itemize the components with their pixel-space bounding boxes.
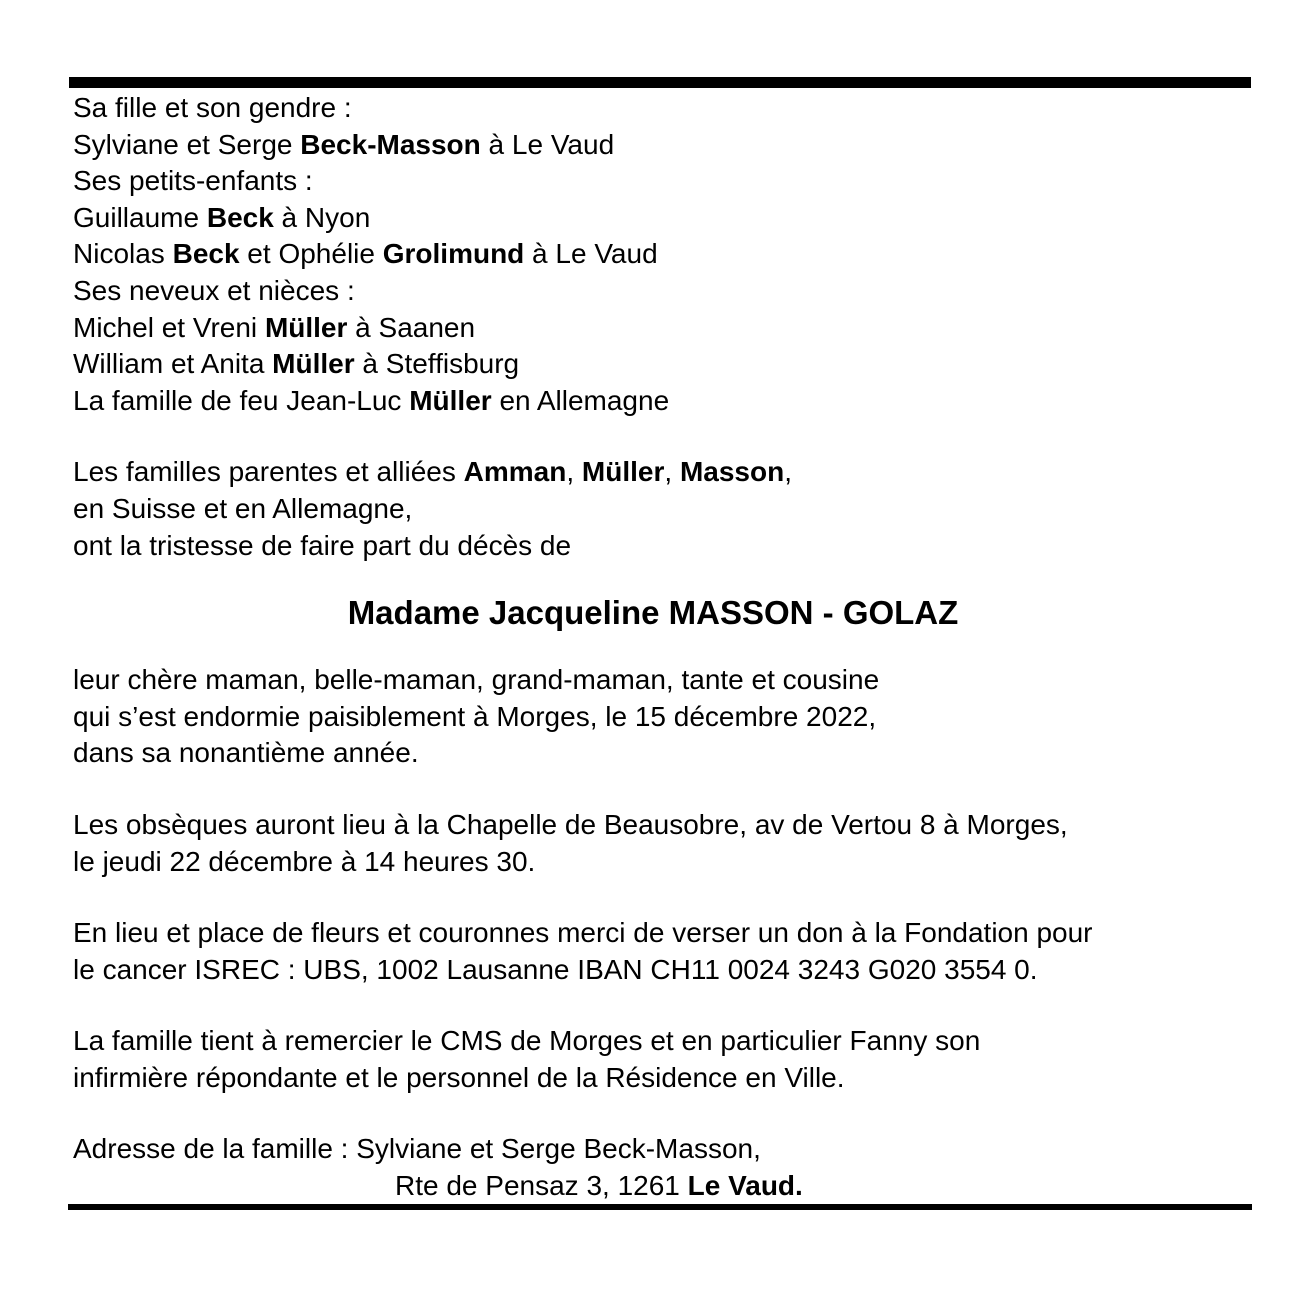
top-rule [69,77,1251,88]
text: dans sa nonantième année. [73,737,419,769]
text-line [73,952,1233,989]
text-line [73,807,1233,844]
text: Sa fille et son gendre : [73,92,352,123]
bold-text: Beck [172,238,240,270]
text-line [73,90,1233,127]
bold-text: Grolimund [382,238,525,270]
text: à Le Vaud [524,238,658,270]
bold-text: Beck [206,201,274,233]
text: ont la tristesse de faire part du décès de [73,529,572,561]
text: Ses petits-enfants : [73,165,313,197]
text: Guillaume [73,201,207,233]
bold-text: Müller [409,384,492,416]
paragraph [73,90,1233,419]
document-content [73,90,1233,1205]
text-line [73,1023,1233,1060]
text-line [73,528,1233,565]
text: , [784,456,792,488]
paragraph [73,1023,1233,1096]
text: et Ophélie [239,238,383,270]
paragraph [73,807,1233,880]
text-line [73,310,1233,347]
text: le jeudi 22 décembre à 14 heures 30. [73,845,536,877]
text: Nicolas [73,238,173,270]
paragraph [73,915,1233,988]
bold-text: Müller [272,348,355,380]
text: En lieu et place de fleurs et couronnes merci de verser un don à la Fondation pour [73,917,1093,949]
text: à Le Vaud [480,128,615,160]
text: William et Anita [73,348,273,380]
text: Adresse de la famille : Sylviane et Serge Beck-Masson, [73,1133,761,1165]
text-line [73,491,1233,528]
text: Les familles parentes et alliées [73,456,464,488]
bold-text: Müller [581,456,665,488]
text-line [73,200,1233,237]
text-line [73,591,1233,635]
text: , [664,456,680,488]
text-line [73,1060,1233,1097]
bold-text: Le Vaud. [687,1170,803,1202]
text: leur chère maman, belle-maman, grand-maman, tante et cousine [73,664,880,696]
text: en Suisse et en Allemagne, [73,492,413,524]
bold-text: Masson [679,456,785,488]
bold-text: Amman [463,456,567,488]
text: Sylviane et Serge [73,128,301,160]
text: Michel et Vreni [73,311,265,343]
bottom-rule [68,1204,1252,1210]
text-line [73,346,1233,383]
text: à Saanen [347,311,476,343]
text-line [73,699,1233,736]
paragraph [73,1131,1233,1204]
text: , [566,456,582,488]
text: Rte de Pensaz 3, 1261 [395,1170,688,1202]
text: à Steffisburg [354,348,520,380]
text: qui s’est endormie paisiblement à Morges, le 15 décembre 2022, [73,700,877,732]
paragraph [73,454,1233,564]
text-line [73,735,1233,772]
text: infirmière répondante et le personnel de la Résidence en Ville. [73,1061,845,1093]
text: La famille de feu Jean-Luc [73,384,410,416]
text: Ses neveux et nièces : [73,274,355,306]
text-line [73,454,1233,491]
text-line [73,383,1233,420]
bold-text: Beck-Masson [300,128,481,160]
text: Les obsèques auront lieu à la Chapelle de Beausobre, av de Vertou 8 à Morges, [73,808,1068,840]
bold-text: Müller [264,311,348,343]
text: le cancer ISREC : UBS, 1002 Lausanne IBAN CH11 0024 3243 G020 3554 0. [73,953,1038,985]
text-line [73,662,1233,699]
text-line [73,844,1233,881]
text-line [73,915,1233,952]
text-line [73,273,1233,310]
text-line [73,236,1233,273]
paragraph [73,662,1233,772]
text-line [73,163,1233,200]
text-line [73,1168,1233,1205]
text: La famille tient à remercier le CMS de Morges et en particulier Fanny son [73,1025,981,1057]
deceased-name-title [73,591,1233,635]
text-line [73,127,1233,164]
text: en Allemagne [491,384,670,416]
text: à Nyon [273,201,371,233]
bold-text: Madame Jacqueline MASSON - GOLAZ [347,594,959,632]
text-line [73,1131,1233,1168]
